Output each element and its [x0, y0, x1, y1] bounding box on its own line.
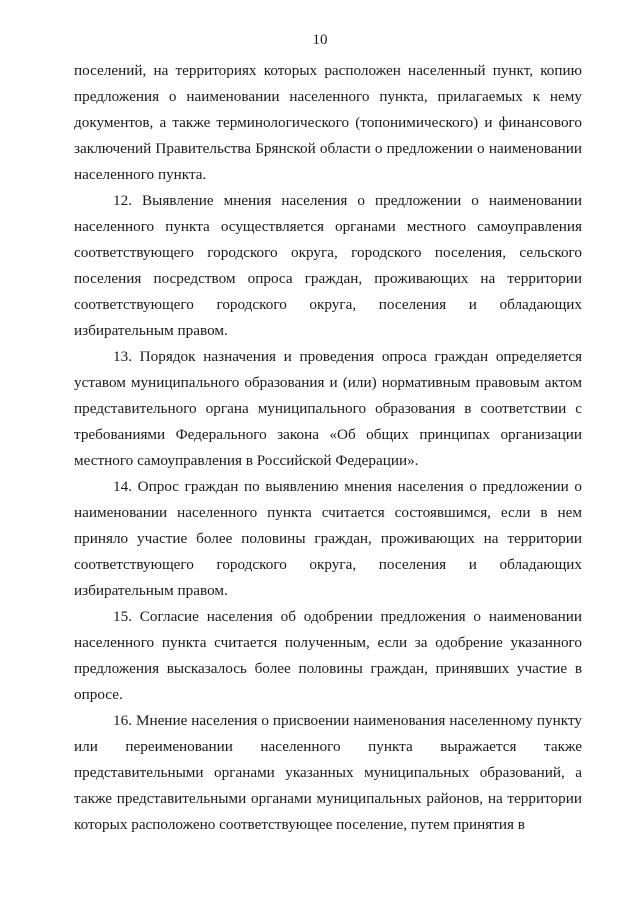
page-number: 10: [312, 32, 328, 48]
document-body: [74, 58, 582, 838]
paragraph-13: 13. Порядок назначения и проведения опроса граждан определяется уставом муниципального образования и (или) нормативным правовым актом представительного органа муниципального образования в соответствии с требованиями Федерального закона «Об общих принципах организации местного самоуправления в Российской Федерации».: [74, 348, 582, 469]
paragraph-15: 15. Согласие населения об одобрении предложения о наименовании населенного пункта считается полученным, если за одобрение указанного предложения высказалось более половины граждан, принявших участие в опросе.: [74, 608, 582, 703]
paragraph-14: 14. Опрос граждан по выявлению мнения населения о предложении о наименовании населенного пункта считается состоявшимся, если в нем приняло участие более половины граждан, проживающих на территории соответствующего городского округа, поселения и обладающих избирательным правом.: [74, 478, 582, 599]
paragraph-12: 12. Выявление мнения населения о предложении о наименовании населенного пункта осуществляется органами местного самоуправления соответствующего городского округа, городского поселения, сельского поселения посредством опроса граждан, проживающих на территории соответствующего городского округа, поселения и обладающих избирательным правом.: [74, 192, 582, 339]
paragraph-16: 16. Мнение населения о присвоении наименования населенному пункту или переименовании населенного пункта выражается также представительными органами указанных муниципальных образований, а также представительными органами муниципальных районов, на территории которых расположено соответствующее поселение, путем принятия в: [74, 712, 582, 833]
paragraph-continuation: поселений, на территориях которых расположен населенный пункт, копию предложения о наименовании населенного пункта, прилагаемых к нему документов, а также терминологического (топонимического) и финансового заключений Правительства Брянской области о предложении о наименовании населенного пункта.: [74, 62, 582, 183]
